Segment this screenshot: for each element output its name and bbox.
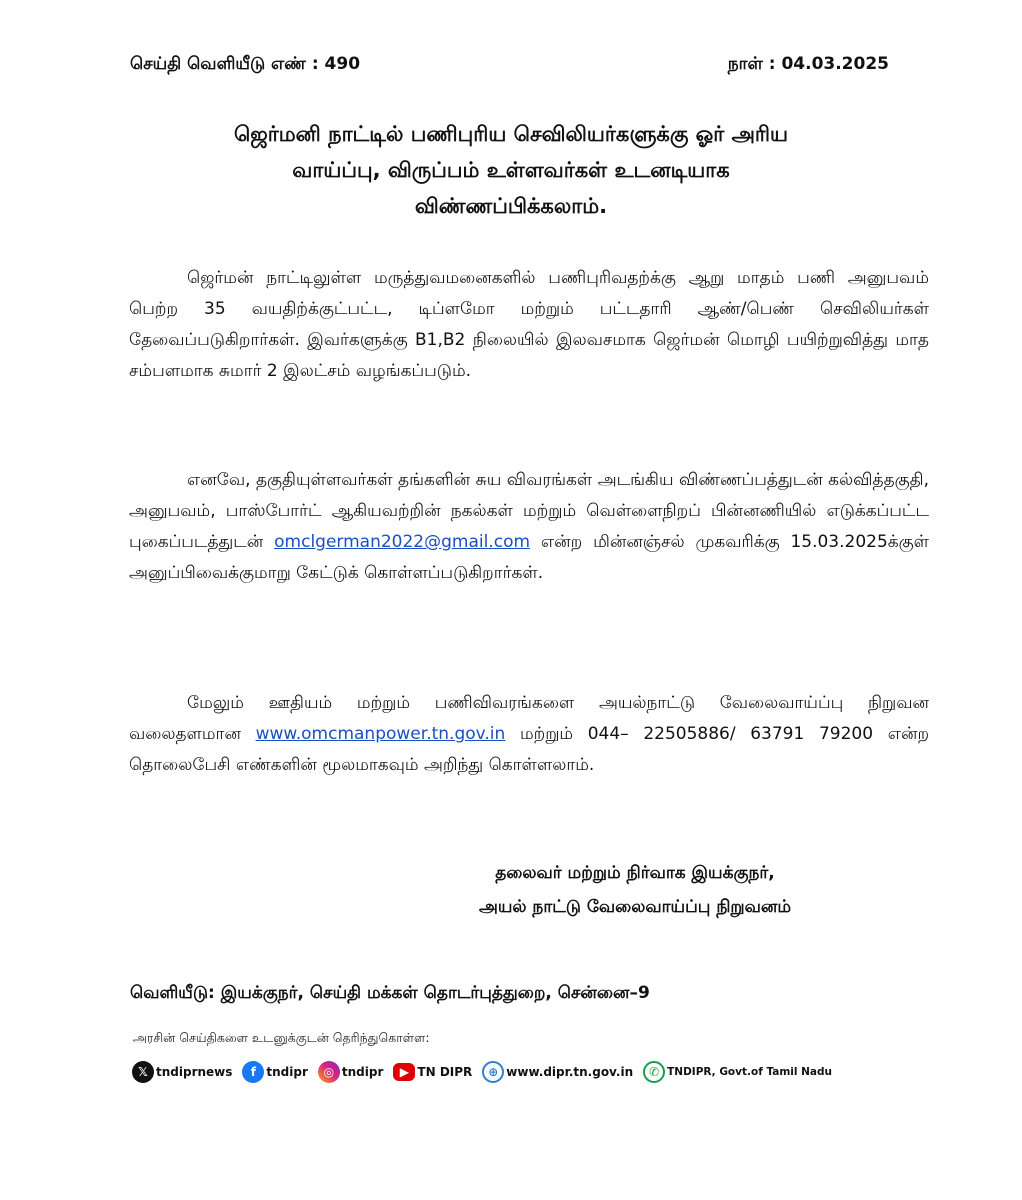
facebook-icon: f (242, 1061, 264, 1083)
page-title (120, 116, 902, 224)
instagram-icon: ◎ (318, 1061, 340, 1083)
paragraph-application (129, 465, 929, 589)
email-link[interactable]: omclgerman2022@gmail.com (274, 532, 531, 552)
title-line-2: வாய்ப்பு, விருப்பம் உள்ளவர்கள் உடனடியாக (292, 158, 730, 182)
social-website-label: www.dipr.tn.gov.in (506, 1065, 634, 1079)
social-instagram-label: tndipr (341, 1065, 384, 1079)
youtube-icon: ▶ (393, 1063, 415, 1081)
paragraph-requirements: ஜெர்மன் நாட்டிலுள்ள மருத்துவமனைகளில் பணிபுரிவதற்க்கு ஆறு மாதம் பணி அனுபவம் பெற்ற 35 வயதிற்க்குட்பட்ட, டிப்ளமோ மற்றும் பட்டதாரி ஆண்/பெண் செவிலியர்கள் தேவைப்படுகிறார்கள். இவர்களுக்கு B1,B2 நிலையில் இலவசமாக ஜெர்மன் மொழி பயிற்றுவித்து மாத சம்பளமாக சுமார் 2 இலட்சம் வழங்கப்படும். (129, 268, 929, 381)
signature-line-2: அயல் நாட்டு வேலைவாய்ப்பு நிறுவனம் (478, 897, 792, 917)
signature-block (400, 856, 870, 924)
header-row (130, 54, 889, 76)
social-youtube[interactable] (393, 1063, 472, 1081)
whatsapp-icon: ✆ (643, 1061, 665, 1083)
release-date: நாள் : 04.03.2025 (727, 54, 889, 74)
title-line-3: விண்ணப்பிக்கலாம். (414, 194, 608, 218)
release-footer: வெளியீடு: இயக்குநர், செய்தி மக்கள் தொடர்புத்துறை, சென்னை–9 (130, 983, 650, 1003)
social-facebook[interactable] (242, 1061, 308, 1083)
x-icon: 𝕏 (132, 1061, 154, 1083)
paragraph-contact (129, 688, 929, 781)
paragraph-application-text-1: எனவே, தகுதியுள்ளவர்கள் தங்களின் சுய விவரங்கள் அடங்கிய விண்ணப்பத்துடன் கல்வித்தகுதி, அனுபவம், பாஸ்போர்ட் ஆகியவற்றின் நகல்கள் மற்றும் வெள்ளைநிறப் பின்னணியில் எடுக்கப்பட்ட புகைப்படத்துடன் (129, 470, 929, 552)
follow-text: அரசின் செய்திகளை உடனுக்குடன் தெரிந்துகொள்ள: (133, 1030, 430, 1045)
globe-icon: ⊕ (482, 1061, 504, 1083)
paragraph-application-text-2: என்ற மின்னஞ்சல் முகவரிக்கு 15.03.2025க்குள் அனுப்பிவைக்குமாறு கேட்டுக் கொள்ளப்படுகிறார்கள். (129, 532, 929, 583)
social-whatsapp-label: TNDIPR, Govt.of Tamil Nadu (667, 1066, 832, 1078)
paragraph-contact-text-2: மற்றும் 044– 22505886/ 63791 79200 என்ற தொலைபேசி எண்களின் மூலமாகவும் அறிந்து கொள்ளலாம். (129, 724, 930, 775)
social-x[interactable] (132, 1061, 232, 1083)
social-instagram[interactable] (318, 1061, 384, 1083)
social-links (132, 1061, 838, 1083)
social-youtube-label: TN DIPR (417, 1065, 473, 1079)
signature-line-1: தலைவர் மற்றும் நிர்வாக இயக்குநர், (495, 863, 775, 883)
title-line-1: ஜெர்மனி நாட்டில் பணிபுரிய செவிலியர்களுக்கு ஓர் அரிய (233, 122, 789, 146)
social-whatsapp[interactable] (643, 1061, 832, 1083)
release-number: செய்தி வெளியீடு எண் : 490 (130, 54, 361, 74)
social-website[interactable] (482, 1061, 633, 1083)
social-x-label: tndiprnews (156, 1065, 233, 1079)
social-facebook-label: tndipr (266, 1065, 308, 1079)
paragraph-contact-text-1: மேலும் ஊதியம் மற்றும் பணிவிவரங்களை அயல்நாட்டு வேலைவாய்ப்பு நிறுவன வலைதளமான (129, 693, 929, 744)
website-link[interactable]: www.omcmanpower.tn.gov.in (255, 724, 506, 744)
